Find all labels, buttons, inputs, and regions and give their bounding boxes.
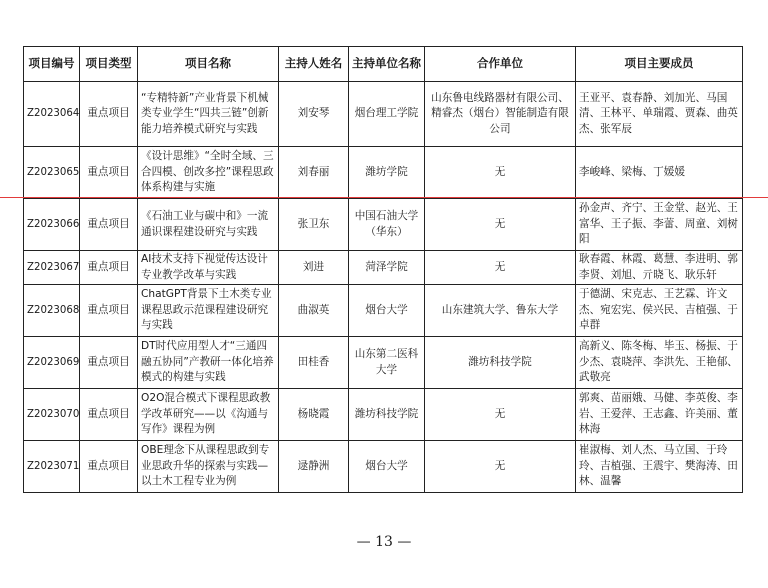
project-partner: 无 <box>425 389 576 441</box>
table-row <box>24 389 743 441</box>
project-members: 李峻峰、梁梅、丁媛媛 <box>576 147 743 199</box>
project-name: “专精特新”产业背景下机械类专业学生“四共三链”创新能力培养模式研究与实践 <box>138 82 279 147</box>
header-partner: 合作单位 <box>425 47 576 82</box>
table-row <box>24 199 743 251</box>
project-unit: 烟台大学 <box>349 441 425 493</box>
table-row <box>24 251 743 285</box>
header-code: 项目编号 <box>24 47 80 82</box>
table-row <box>24 147 743 199</box>
project-table <box>23 46 743 493</box>
project-host: 刘安琴 <box>279 82 349 147</box>
project-unit: 中国石油大学（华东） <box>349 199 425 251</box>
project-name: 《石油工业与碳中和》一流通识课程建设研究与实践 <box>138 199 279 251</box>
project-members: 高新义、陈冬梅、毕玉、杨振、于少杰、袁晓萍、李洪先、王艳郁、武敬亮 <box>576 337 743 389</box>
project-host: 曲淑英 <box>279 285 349 337</box>
table-row <box>24 337 743 389</box>
project-members: 耿春霞、林霞、葛慧、李进明、郭李贤、刘旭、亓晓飞、耿乐轩 <box>576 251 743 285</box>
project-code: Z2023069 <box>24 337 80 389</box>
table-row <box>24 441 743 493</box>
project-unit: 潍坊科技学院 <box>349 389 425 441</box>
project-code: Z2023064 <box>24 82 80 147</box>
project-host: 田桂香 <box>279 337 349 389</box>
table-header-row <box>24 47 743 82</box>
project-name: O2O混合模式下课程思政教学改革研究——以《沟通与写作》课程为例 <box>138 389 279 441</box>
page-number: — 13 — <box>356 534 412 550</box>
project-unit: 烟台大学 <box>349 285 425 337</box>
project-code: Z2023066 <box>24 199 80 251</box>
project-type: 重点项目 <box>80 82 138 147</box>
project-unit: 菏泽学院 <box>349 251 425 285</box>
project-unit: 烟台理工学院 <box>349 82 425 147</box>
table-row <box>24 285 743 337</box>
project-host: 杨晓霞 <box>279 389 349 441</box>
header-type: 项目类型 <box>80 47 138 82</box>
project-partner: 山东建筑大学、鲁东大学 <box>425 285 576 337</box>
project-unit: 潍坊学院 <box>349 147 425 199</box>
project-partner: 无 <box>425 251 576 285</box>
project-type: 重点项目 <box>80 199 138 251</box>
project-partner: 潍坊科技学院 <box>425 337 576 389</box>
project-partner: 无 <box>425 441 576 493</box>
project-type: 重点项目 <box>80 337 138 389</box>
project-type: 重点项目 <box>80 251 138 285</box>
project-code: Z2023070 <box>24 389 80 441</box>
header-unit: 主持单位名称 <box>349 47 425 82</box>
project-name: DT时代应用型人才“三通四融五协同”产教研一体化培养模式的构建与实践 <box>138 337 279 389</box>
project-code: Z2023065 <box>24 147 80 199</box>
project-unit: 山东第二医科大学 <box>349 337 425 389</box>
project-members: 崔淑梅、刘人杰、马立国、于玲玲、吉植强、王震宇、樊海涛、田林、温馨 <box>576 441 743 493</box>
project-code: Z2023071 <box>24 441 80 493</box>
project-partner: 无 <box>425 147 576 199</box>
project-host: 张卫东 <box>279 199 349 251</box>
table-row <box>24 82 743 147</box>
project-type: 重点项目 <box>80 147 138 199</box>
project-members: 郭爽、苗丽娥、马健、李英俊、李岩、王爱萍、王志鑫、许美丽、董林海 <box>576 389 743 441</box>
project-host: 刘进 <box>279 251 349 285</box>
header-host: 主持人姓名 <box>279 47 349 82</box>
project-name: OBE理念下从课程思政到专业思政升华的探索与实践—以土木工程专业为例 <box>138 441 279 493</box>
project-members: 于德湖、宋克志、王艺霖、许文杰、宛宏宪、侯兴民、吉植强、于卓群 <box>576 285 743 337</box>
project-partner: 山东鲁电线路器材有限公司、精睿杰（烟台）智能制造有限公司 <box>425 82 576 147</box>
project-name: 《设计思维》“全时全域、三合四模、创改多控”课程思政体系构建与实施 <box>138 147 279 199</box>
project-code: Z2023067 <box>24 251 80 285</box>
project-code: Z2023068 <box>24 285 80 337</box>
project-host: 刘春丽 <box>279 147 349 199</box>
red-divider-line <box>0 197 768 198</box>
project-type: 重点项目 <box>80 285 138 337</box>
project-name: AI技术支持下视觉传达设计专业教学改革与实践 <box>138 251 279 285</box>
project-type: 重点项目 <box>80 389 138 441</box>
project-host: 逯静洲 <box>279 441 349 493</box>
project-partner: 无 <box>425 199 576 251</box>
project-name: ChatGPT背景下土木类专业课程思政示范课程建设研究与实践 <box>138 285 279 337</box>
project-members: 王亚平、袁春静、刘加光、马国清、王林平、单瑞霞、贾森、曲英杰、张军辰 <box>576 82 743 147</box>
project-members: 孙金声、齐宁、王金堂、赵光、王富华、王子振、李蕾、周童、刘树阳 <box>576 199 743 251</box>
header-name: 项目名称 <box>138 47 279 82</box>
project-type: 重点项目 <box>80 441 138 493</box>
header-members: 项目主要成员 <box>576 47 743 82</box>
